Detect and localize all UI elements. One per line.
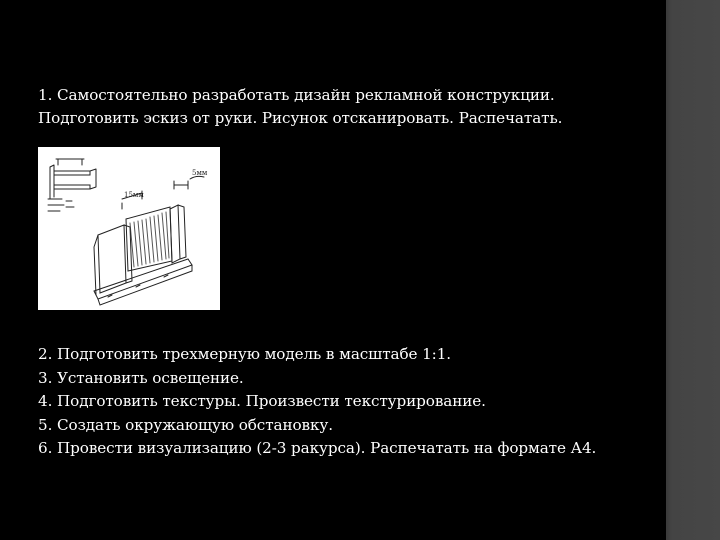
task-line-1: 1. Самостоятельно разработать дизайн рекламной конструкции. bbox=[38, 86, 555, 104]
step-item: 5. Создать окружающую обстановку. bbox=[38, 415, 333, 434]
steps-list bbox=[38, 343, 658, 461]
step-item: 6. Провести визуализацию (2-3 ракурса). Распечатать на формате А4. bbox=[38, 439, 597, 457]
sketch-dim-label: 5мм bbox=[192, 169, 208, 177]
sketch-width-label: 15мм bbox=[124, 191, 144, 199]
step-item: 3. Установить освещение. bbox=[38, 368, 244, 387]
task-paragraph bbox=[38, 84, 658, 130]
step-item: 4. Подготовить текстуры. Произвести текстурирование. bbox=[38, 392, 486, 410]
right-sidebar-bar bbox=[666, 0, 720, 540]
step-item: 2. Подготовить трехмерную модель в масштабе 1:1. bbox=[38, 345, 451, 363]
task-line-2: Подготовить эскиз от руки. Рисунок отсканировать. Распечатать. bbox=[38, 109, 563, 127]
hand-drawn-sketch-image bbox=[38, 147, 220, 310]
